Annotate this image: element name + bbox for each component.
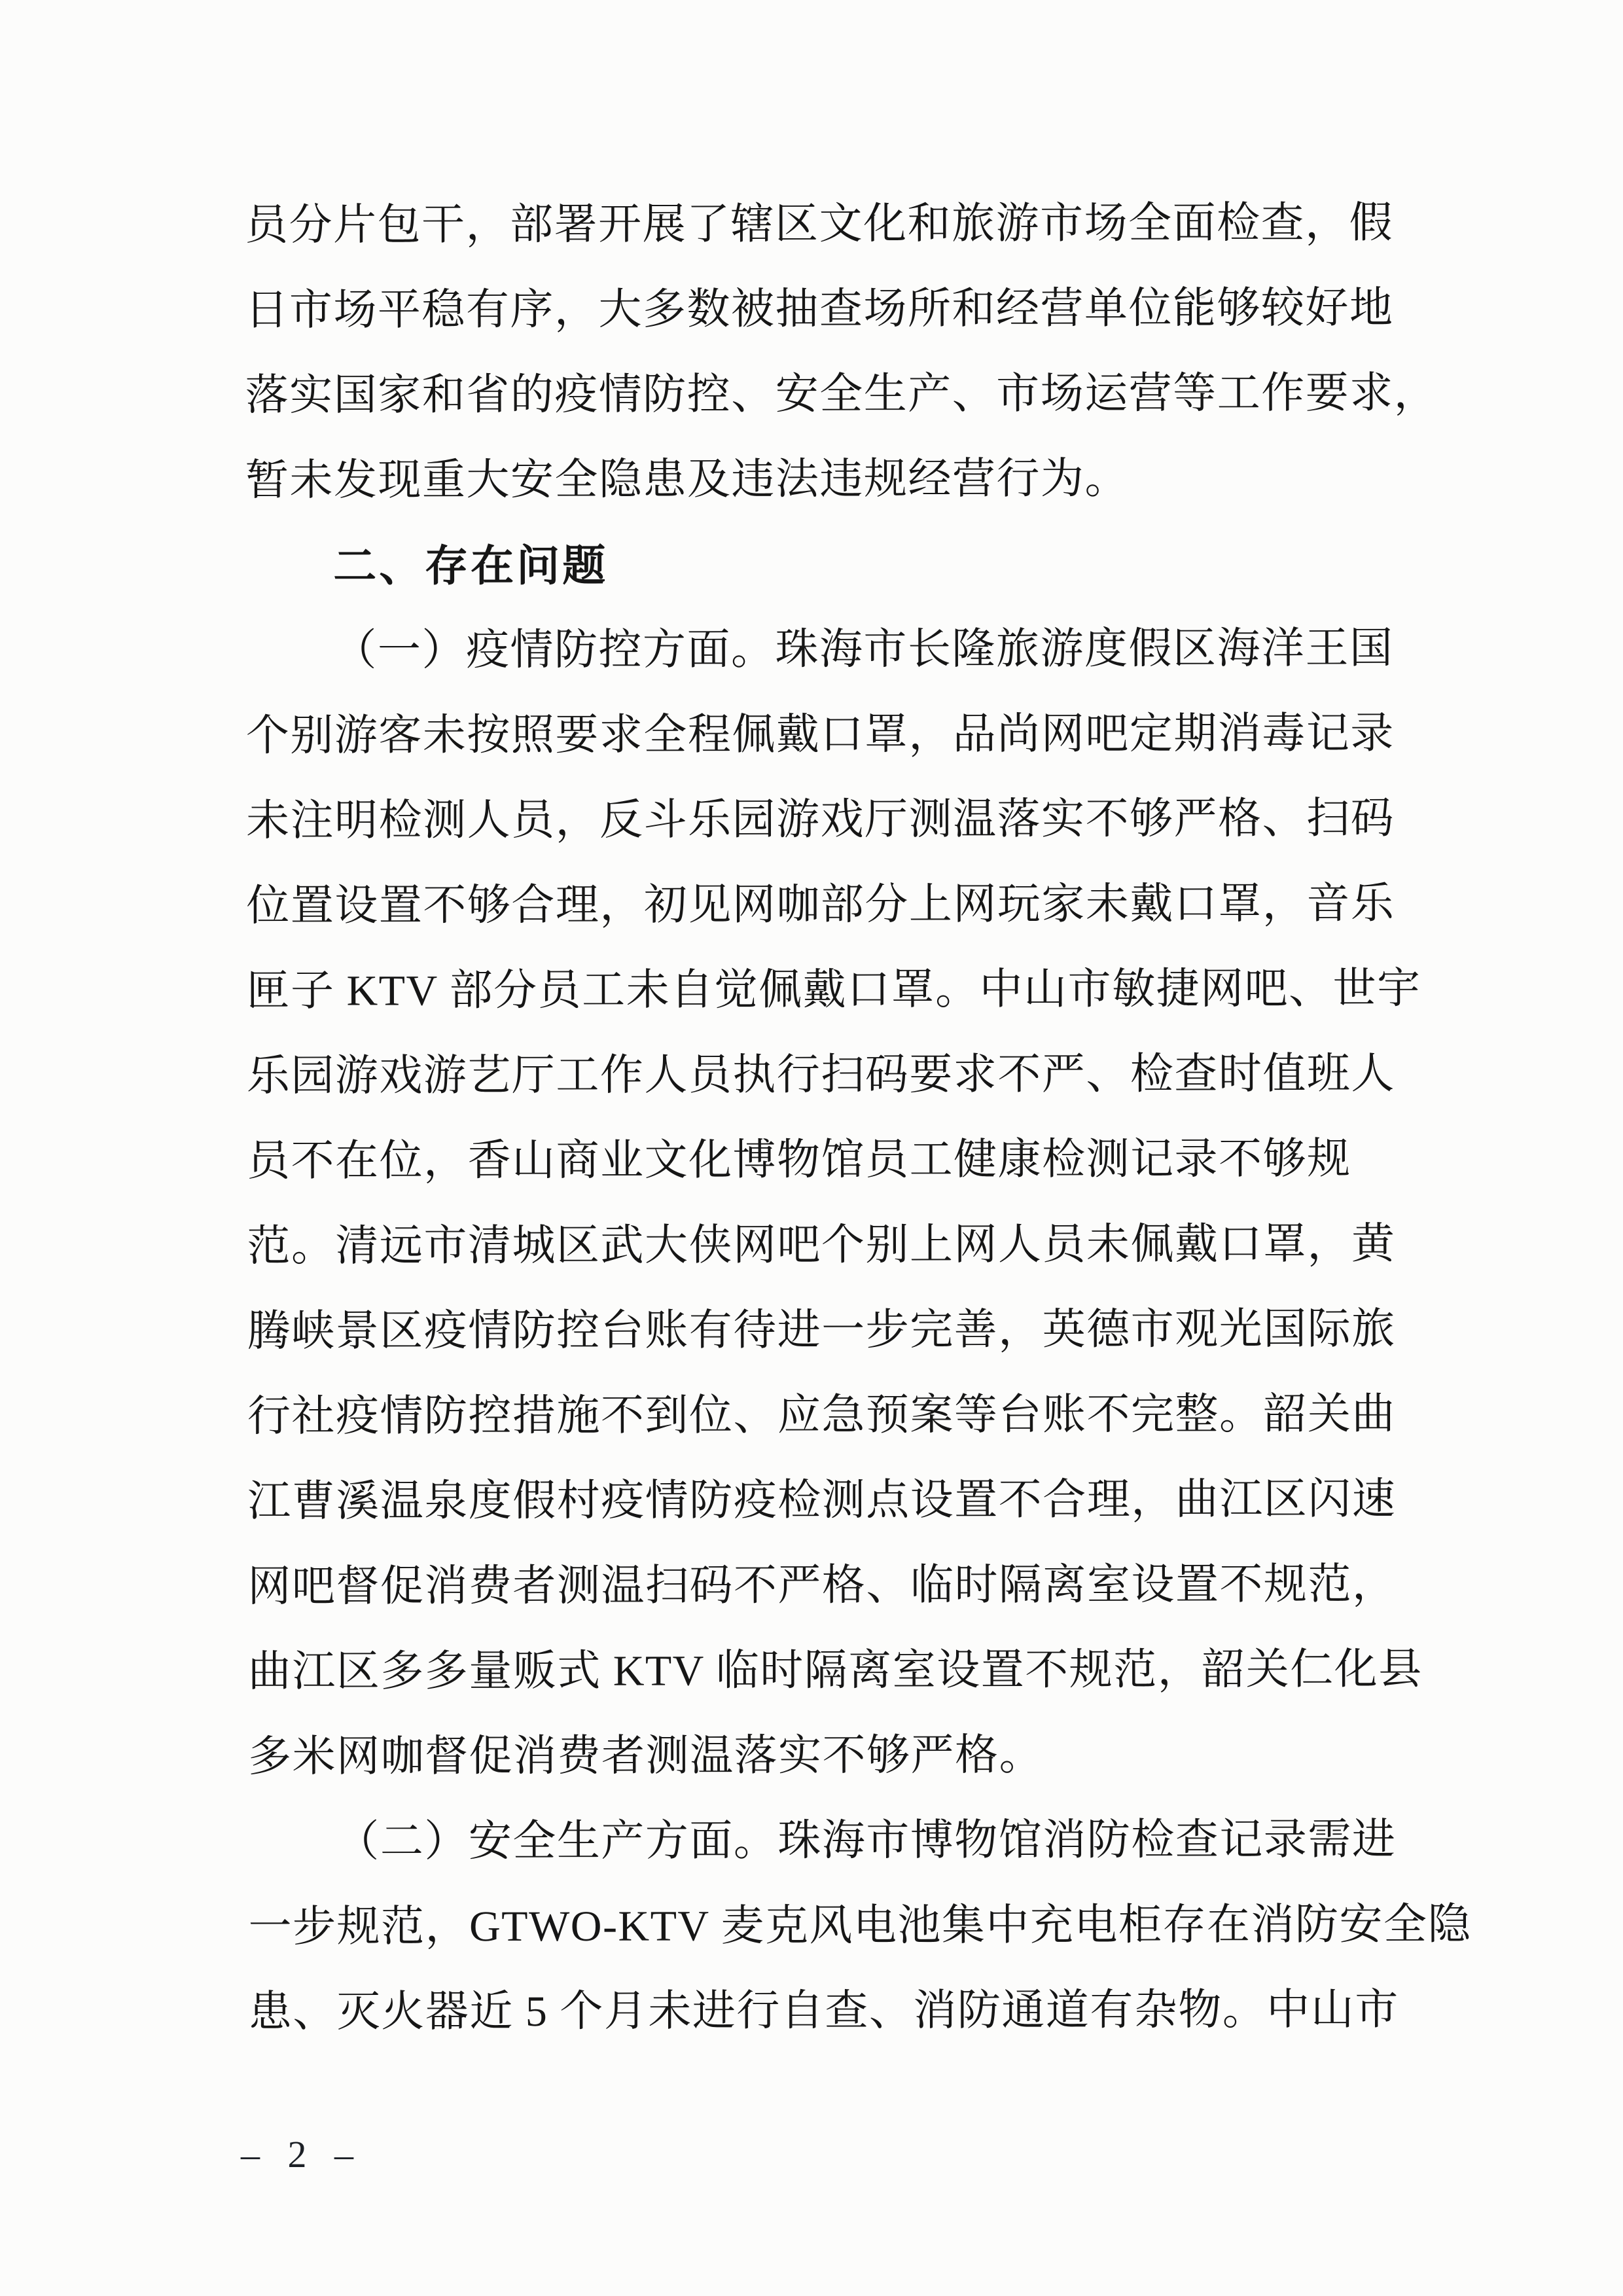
text-line: 员不在位，香山商业文化博物馆员工健康检测记录不够规 (247, 1135, 1351, 1185)
text-line: 位置设置不够合理，初见网咖部分上网玩家未戴口罩，音乐 (246, 880, 1395, 930)
text-line: 多米网咖督促消费者测温落实不够严格。 (247, 1731, 1044, 1781)
text-line: 患、灭火器近 5 个月未进行自查、消防通道有杂物。中山市 (248, 1986, 1399, 2036)
text-line: 未注明检测人员，反斗乐园游戏厅测温落实不够严格、扫码 (245, 795, 1395, 845)
text-line: 范。清远市清城区武大侠网吧个别上网人员未佩戴口罩，黄 (247, 1220, 1396, 1270)
paragraph-work-safety (248, 1797, 1472, 2055)
text-line: 曲江区多多量贩式 KTV 临时隔离室设置不规范，韶关仁化县 (247, 1645, 1423, 1696)
paragraph-epidemic-prevention (245, 606, 1423, 1800)
scan-speck (779, 1153, 782, 1157)
text-line: 员分片包干，部署开展了辖区文化和旅游市场全面检查，假 (245, 199, 1394, 249)
page-number: – 2 – (241, 2133, 363, 2176)
text-line: 日市场平稳有序，大多数被抽查场所和经营单位能够较好地 (245, 284, 1394, 334)
text-line: （一）疫情防控方面。珠海市长隆旅游度假区海洋王国 (333, 624, 1394, 675)
text-line: 腾峡景区疫情防控台账有待进一步完善，英德市观光国际旅 (247, 1305, 1396, 1355)
section-heading: 二、存在问题 (333, 541, 609, 590)
text-line: 暂未发现重大安全隐患及违法违规经营行为。 (245, 455, 1130, 505)
paragraph-continuation (245, 181, 1438, 524)
text-line: 一步规范，GTWO-KTV 麦克风电池集中充电柜存在消防安全隐 (248, 1900, 1472, 1951)
text-line: 网吧督促消费者测温扫码不严格、临时隔离室设置不规范， (247, 1560, 1397, 1611)
text-line: （二）安全生产方面。珠海市博物馆消防检查记录需进 (336, 1816, 1397, 1866)
text-line: 个别游客未按照要求全程佩戴口罩，品尚网吧定期消毒记录 (245, 709, 1395, 760)
text-line: 乐园游戏游艺厅工作人员执行扫码要求不严、检查时值班人 (246, 1050, 1395, 1100)
text-line: 落实国家和省的疫情防控、安全生产、市场运营等工作要求， (245, 369, 1438, 420)
text-line: 江曹溪温泉度假村疫情防疫检测点设置不合理，曲江区闪速 (247, 1475, 1397, 1526)
text-line: 匣子 KTV 部分员工未自觉佩戴口罩。中山市敏捷网吧、世宇 (246, 965, 1421, 1015)
text-line: 行社疫情防控措施不到位、应急预案等台账不完整。韶关曲 (247, 1390, 1397, 1441)
scan-speck (1200, 296, 1205, 298)
body-text (245, 181, 1472, 2055)
